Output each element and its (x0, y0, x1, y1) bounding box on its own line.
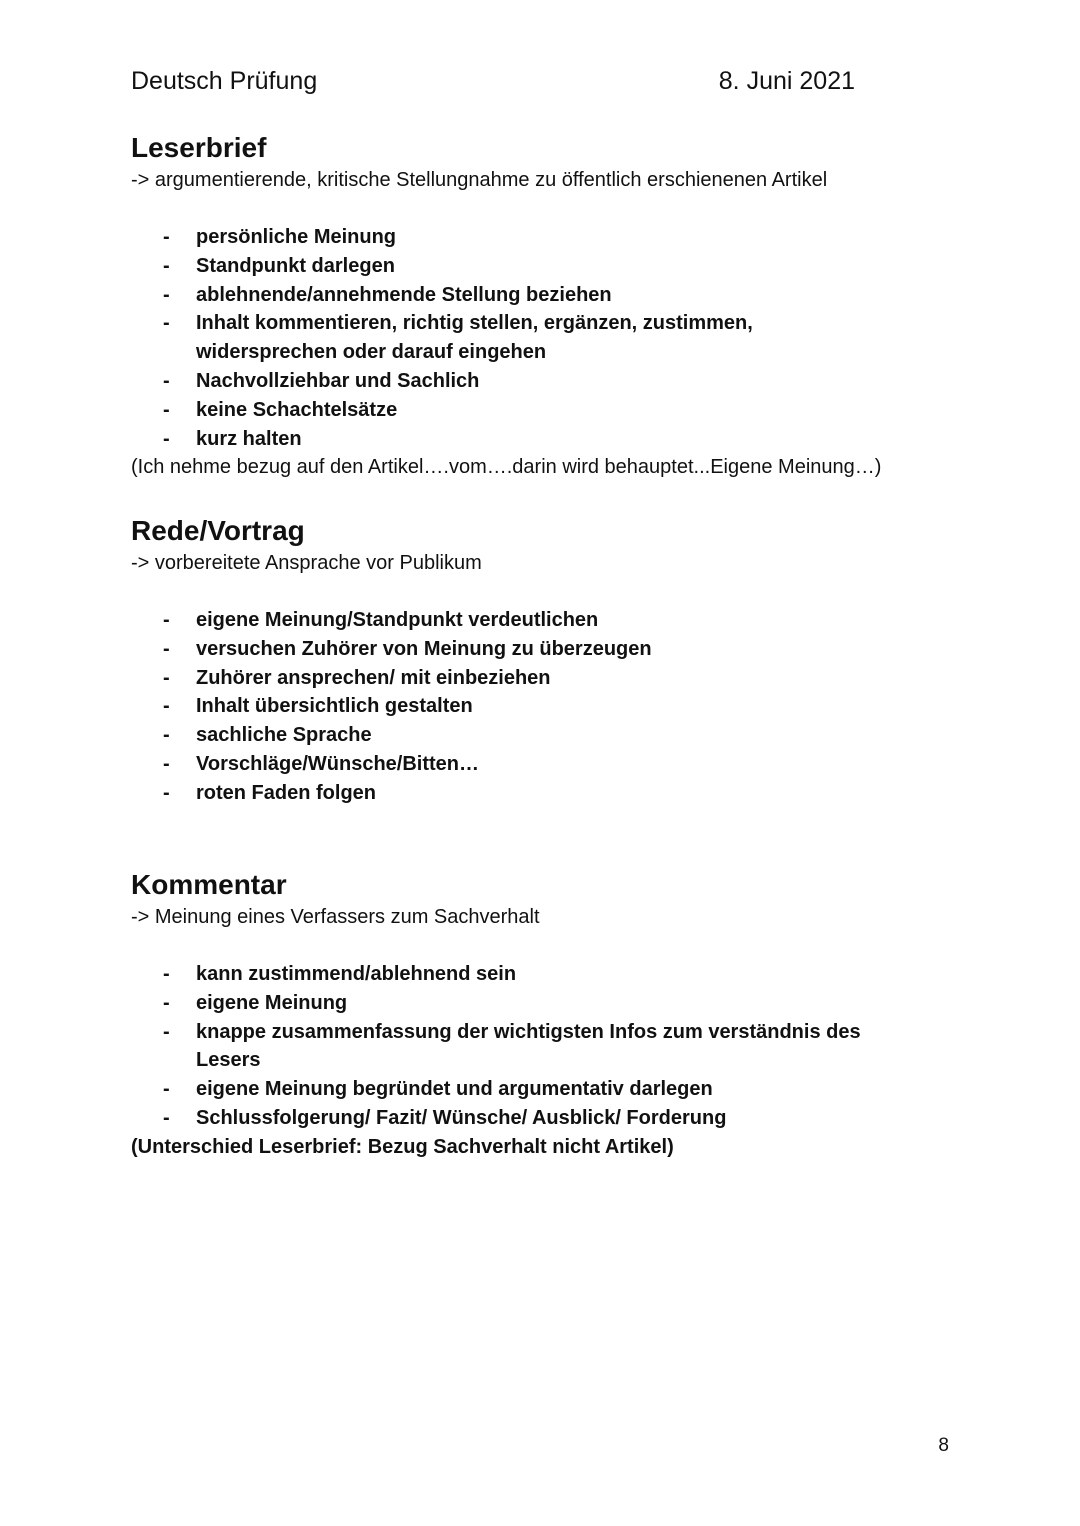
bullet-dash: - (163, 695, 170, 718)
list-item-text: eigene Meinung begründet und argumentativ darlegen (196, 1078, 713, 1101)
list-item (131, 223, 896, 252)
page-header (131, 64, 855, 98)
section-title: Leserbrief (131, 132, 267, 163)
section-title: Kommentar (131, 869, 287, 900)
list-item (131, 664, 896, 693)
list-item-text: Inhalt übersichtlich gestalten (196, 695, 473, 718)
header-date: 8. Juni 2021 (718, 67, 855, 95)
list-item (131, 309, 896, 367)
bullet-dash: - (163, 1078, 170, 1101)
list-item (131, 960, 896, 989)
bullet-dash: - (163, 609, 170, 631)
list-item (131, 425, 896, 454)
header-subject: Deutsch Prüfung (131, 67, 318, 95)
bullet-dash: - (163, 752, 170, 775)
section-note: (Unterschied Leserbrief: Bezug Sachverhalt nicht Artikel) (131, 1135, 674, 1158)
list-item (131, 635, 896, 664)
section-title: Rede/Vortrag (131, 515, 305, 546)
section-note: (Ich nehme bezug auf den Artikel….vom….darin wird behauptet...Eigene Meinung…) (131, 456, 882, 479)
list-item-text: Schlussfolgerung/ Fazit/ Wünsche/ Ausblick/ Forderung (196, 1106, 727, 1129)
section-summary: -> vorbereitete Ansprache vor Publikum (131, 552, 482, 574)
list-item (131, 721, 896, 750)
section-kommentar (131, 868, 971, 1162)
list-item-text: roten Faden folgen (196, 781, 376, 804)
bullet-dash: - (163, 1106, 170, 1129)
list-item (131, 779, 896, 808)
bullet-list (131, 606, 971, 808)
bullet-list (131, 223, 971, 453)
section-summary: -> argumentierende, kritische Stellungnahme zu öffentlich erschienenen Artikel (131, 169, 828, 191)
list-item (131, 252, 896, 281)
list-item (131, 1075, 896, 1104)
bullet-dash: - (163, 781, 170, 804)
list-item-text: Inhalt kommentieren, richtig stellen, ergänzen, zustimmen, widersprechen oder darauf eingehen (196, 312, 753, 364)
bullet-dash: - (163, 991, 170, 1014)
section-summary: -> Meinung eines Verfassers zum Sachverhalt (131, 906, 540, 928)
bullet-dash: - (163, 427, 170, 450)
section-rede-vortrag (131, 514, 971, 808)
list-item (131, 606, 896, 635)
page-number: 8 (938, 1435, 949, 1456)
bullet-dash: - (163, 369, 170, 392)
bullet-dash: - (163, 283, 170, 306)
list-item-text: Nachvollziehbar und Sachlich (196, 369, 480, 392)
bullet-dash: - (163, 254, 170, 277)
list-item (131, 692, 896, 721)
list-item-text: versuchen Zuhörer von Meinung zu überzeugen (196, 637, 652, 660)
bullet-dash: - (163, 226, 170, 248)
list-item-text: Standpunkt darlegen (196, 254, 395, 277)
list-item-text: Zuhörer ansprechen/ mit einbeziehen (196, 666, 551, 689)
bullet-dash: - (163, 724, 170, 747)
list-item (131, 281, 896, 310)
bullet-dash: - (163, 963, 170, 985)
bullet-dash: - (163, 666, 170, 689)
list-item-text: ablehnende/annehmende Stellung beziehen (196, 283, 612, 306)
list-item-text: kurz halten (196, 427, 302, 450)
list-item-text: keine Schachtelsätze (196, 398, 398, 421)
list-item-text: knappe zusammenfassung der wichtigsten Infos zum verständnis des Lesers (196, 1020, 861, 1072)
bullet-dash: - (163, 637, 170, 660)
bullet-dash: - (163, 1020, 170, 1043)
list-item-text: kann zustimmend/ablehnend sein (196, 963, 517, 985)
list-item (131, 367, 896, 396)
bullet-list (131, 960, 971, 1133)
list-item-text: eigene Meinung/Standpunkt verdeutlichen (196, 609, 599, 631)
list-item (131, 989, 896, 1018)
list-item (131, 1018, 896, 1076)
bullet-dash: - (163, 398, 170, 421)
list-item (131, 1104, 896, 1133)
list-item-text: Vorschläge/Wünsche/Bitten… (196, 752, 480, 775)
list-item-text: persönliche Meinung (196, 226, 397, 248)
list-item-text: eigene Meinung (196, 991, 348, 1014)
list-item (131, 396, 896, 425)
bullet-dash: - (163, 312, 170, 335)
section-leserbrief (131, 131, 971, 482)
list-item-text: sachliche Sprache (196, 724, 372, 747)
list-item (131, 750, 896, 779)
